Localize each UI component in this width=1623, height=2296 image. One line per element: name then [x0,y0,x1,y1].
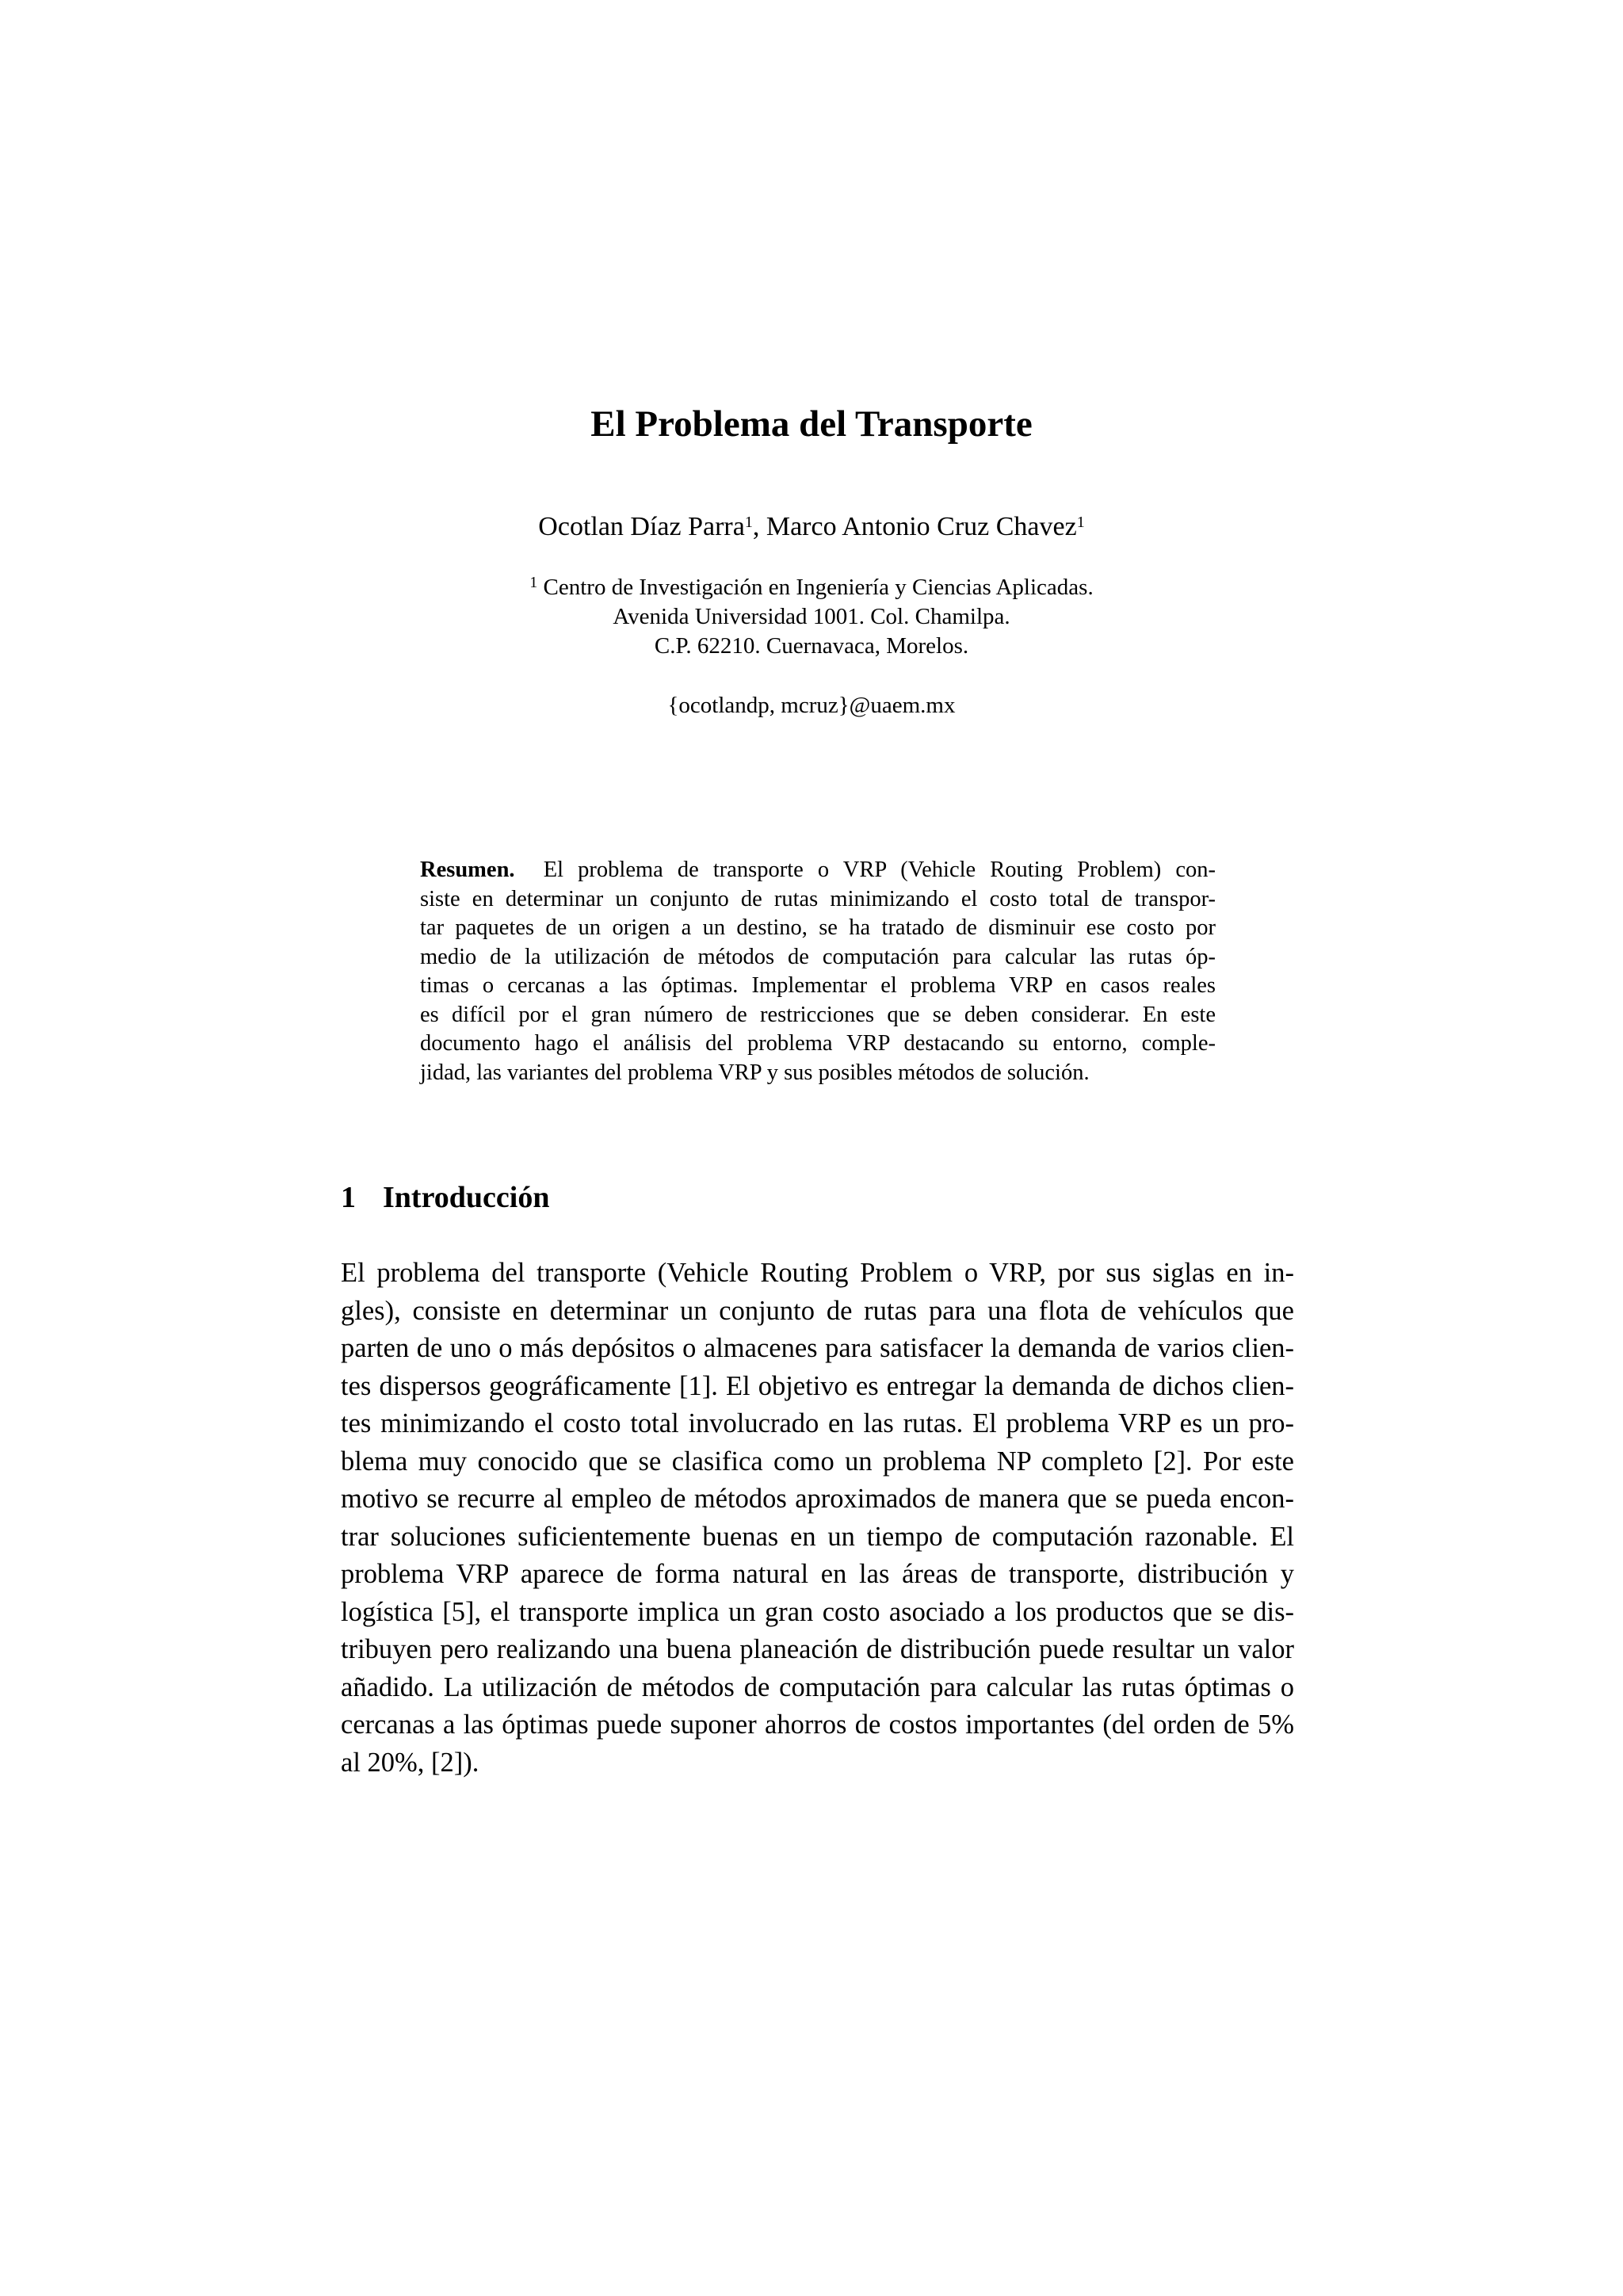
abstract-label: Resumen. [420,858,515,882]
body-line: tes minimizando el costo total involucrado en las rutas. El problema VRP es un pro- [341,1408,1294,1438]
abstract-line: siste en determinar un conjunto de rutas minimizando el costo total de transpor- [420,886,1216,911]
body-line: tes dispersos geográficamente [1]. El objetivo es entregar la demanda de dichos clien- [341,1370,1294,1401]
author-name: Ocotlan Díaz Parra [538,512,745,541]
body-line: tribuyen pero realizando una buena planeación de distribución puede resultar un valor [341,1634,1294,1664]
body-line: gles), consiste en determinar un conjunto de rutas para una flota de vehículos que [341,1295,1294,1326]
body-line: motivo se recurre al empleo de métodos aproximados de manera que se pueda encon- [341,1484,1294,1514]
body-line: cercanas a las óptimas puede suponer ahorros de costos importantes (del orden de 5% [341,1710,1294,1740]
body-line: al 20%, [2]). [341,1747,479,1778]
section-body [341,1255,1294,1782]
body-line: problema VRP aparece de forma natural en las áreas de transporte, distribución y [341,1559,1294,1589]
affiliation-mark: 1 [1076,514,1085,531]
section-number: 1 [341,1181,356,1214]
abstract [420,856,1216,1087]
abstract-line: Resumen. El problema de transporte o VRP (Vehicle Routing Problem) con- [420,858,1216,882]
affiliation-mark: 1 [744,514,753,531]
affiliation-line: Avenida Universidad 1001. Col. Chamilpa. [613,604,1010,629]
affiliation-block [0,573,1623,661]
affiliation-line: C.P. 62210. Cuernavaca, Morelos. [654,633,969,659]
author-email: {ocotlandp, mcruz}@uaem.mx [667,693,956,718]
abstract-line: tar paquetes de un origen a un destino, se ha tratado de disminuir ese costo por [420,915,1216,940]
section-title: Introducción [383,1181,550,1214]
body-line: parten de uno o más depósitos o almacenes para satisfacer la demanda de varios clien- [341,1333,1294,1363]
body-line: logística [5], el transporte implica un gran costo asociado a los productos que se dis- [341,1596,1294,1627]
abstract-line: documento hago el análisis del problema VRP destacando su entorno, comple- [420,1031,1216,1056]
author-name: Marco Antonio Cruz Chavez [766,512,1077,541]
body-line: blema muy conocido que se clasifica como un problema NP completo [2]. Por este [341,1446,1294,1477]
affiliation-line: $^1$ Centro de Investigación en Ingeniería y Ciencias Aplicadas. [529,574,1094,600]
body-line: El problema del transporte (Vehicle Routing Problem o VRP, por sus siglas en in- [341,1258,1294,1288]
section-heading [341,1179,549,1217]
paper-title: El Problema del Transporte [590,403,1033,445]
abstract-line: jidad, las variantes del problema VRP y sus posibles métodos de solución. [420,1060,1090,1085]
abstract-line: timas o cercanas a las óptimas. Implementar el problema VRP en casos reales [420,973,1216,998]
author-separator: , [752,512,766,541]
abstract-line: medio de la utilización de métodos de computación para calcular las rutas óp- [420,944,1216,969]
abstract-line: es difícil por el gran número de restricciones que se deben considerar. En este [420,1002,1216,1027]
affiliation-mark: 1 [529,574,538,591]
body-line: trar soluciones suficientemente buenas en un tiempo de computación razonable. El [341,1521,1294,1552]
body-line: añadido. La utilización de métodos de computación para calcular las rutas óptimas o [341,1671,1294,1702]
author-list [0,510,1623,544]
